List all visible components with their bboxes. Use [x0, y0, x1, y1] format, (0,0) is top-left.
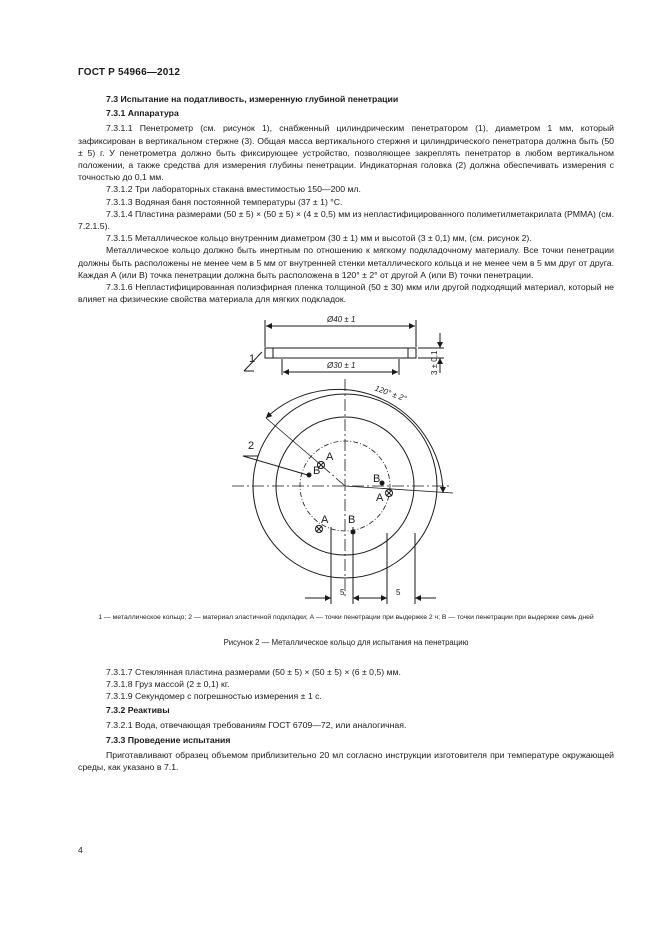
page-number: 4 — [78, 845, 83, 855]
paragraph: 7.3.1.4 Пластина размерами (50 ± 5) × (50 ± 5) × (4 ± 0,5) мм из непластифицированного полиметилметакрилата (PMMA) (см. 7.2.1.5). — [78, 208, 614, 232]
inner-diameter-label: Ø30 ± 1 — [327, 361, 356, 371]
paragraph: 7.3.1.1 Пенетрометр (см. рисунок 1), снабженный цилиндрическим пенетратором (1), диаметром 1 мм, который зафиксирован в вертикальном стержне (3). Общая масса вертикального стержня и цилиндрического пенетратора должна быть (50 ± 5) г. У пенетрометра должно быть фиксирующее устройство, позволяющее закреплять пенетратор в любом вертикальном положении, а также средства для измерения глубины пенетрации. Индикаторная головка (2) должна обеспечивать измерения с точностью до 0,1 мм. — [78, 123, 614, 183]
paragraph: 7.3.1.2 Три лабораторных стакана вместимостью 150—200 мл. — [106, 184, 361, 195]
point-b-label: B — [313, 465, 321, 478]
section-heading: 7.3 Испытание на податливость, измеренную глубиной пенетрации — [106, 94, 399, 104]
paragraph: 7.3.1.3 Водяная баня постоянной температуры (37 ± 1) °С. — [106, 196, 343, 207]
spacing-label: 5 — [396, 588, 401, 598]
paragraph: 7.3.1.5 Металлическое кольцо внутренним диаметром (30 ± 1) мм и высотой (3 ± 0,1) мм, (см. рисунок 2). — [106, 233, 532, 244]
figure-caption: Рисунок 2 — Металлическое кольцо для испытания на пенетрацию — [223, 638, 469, 648]
height-label: 3 ± 0,1 — [430, 351, 439, 376]
point-a-label: A — [326, 451, 334, 464]
paragraph: Металлическое кольцо должно быть инертным по отношению к мягкому подкладочному материалу. Все точки пенетрации должны быть расположены не менее чем в 5 мм от внутренней стенки металлического кольца и не менее чем в 5 мм друг от друга. Каждая А (или В) точка пенетрации должна быть расположена в 120° ± 2° от другой А (или В) точки пенетрации. — [78, 245, 614, 280]
point-a-label: A — [376, 492, 384, 505]
spacing-label: 5 — [340, 588, 345, 598]
ring-drawing — [78, 315, 614, 606]
callout-1-label: 1 — [249, 353, 256, 366]
point-b-label: B — [373, 473, 381, 486]
figure-ring — [78, 315, 614, 606]
paragraph: 7.3.1.6 Непластифицированная полиэфирная пленка толщиной (50 ± 30) мкм или другой подходящий материал, который не влияет на физические свойства материала для мягких подкладок. — [78, 282, 614, 305]
subsection-heading: 7.3.2 Реактивы — [106, 705, 170, 716]
callout-2-label: 2 — [248, 440, 255, 453]
subsection-heading: 7.3.3 Проведение испытания — [106, 734, 231, 745]
page-content — [78, 93, 614, 773]
subsection-heading: 7.3.1 Аппаратура — [106, 108, 179, 119]
document-header: ГОСТ Р 54966—2012 — [78, 67, 181, 78]
paragraph: 7.3.1.9 Секундомер с погрешностью измерения ± 1 с. — [106, 691, 322, 702]
point-b-marker — [351, 530, 356, 535]
outer-diameter-label: Ø40 ± 1 — [327, 315, 356, 325]
paragraph: 7.3.1.8 Груз массой (2 ± 0,1) кг. — [106, 678, 230, 689]
point-a-label: A — [321, 514, 329, 527]
paragraph: 7.3.1.7 Стеклянная пластина размерами (50 ± 5) × (50 ± 5) × (6 ± 0,5) мм. — [106, 666, 401, 677]
angle-label: 120° ± 2° — [373, 384, 408, 404]
ring-side-view — [265, 348, 416, 358]
point-b-label: B — [348, 514, 356, 527]
paragraph: Приготавливают образец объемом приблизительно 20 мл согласно инструкции изготовителя при температуре окружающей среды, как указано в 7.1. — [78, 749, 614, 773]
figure-legend: 1 — металлическое кольцо; 2 — материал эластичной подкладки; А — точки пенетрации при выдержке 2 ч; В — точки пенетрации при выдержке семь дней — [98, 614, 594, 622]
paragraph: 7.3.2.1 Вода, отвечающая требованиям ГОСТ 6709—72, или аналогичная. — [106, 720, 407, 731]
point-b-marker — [307, 473, 312, 478]
